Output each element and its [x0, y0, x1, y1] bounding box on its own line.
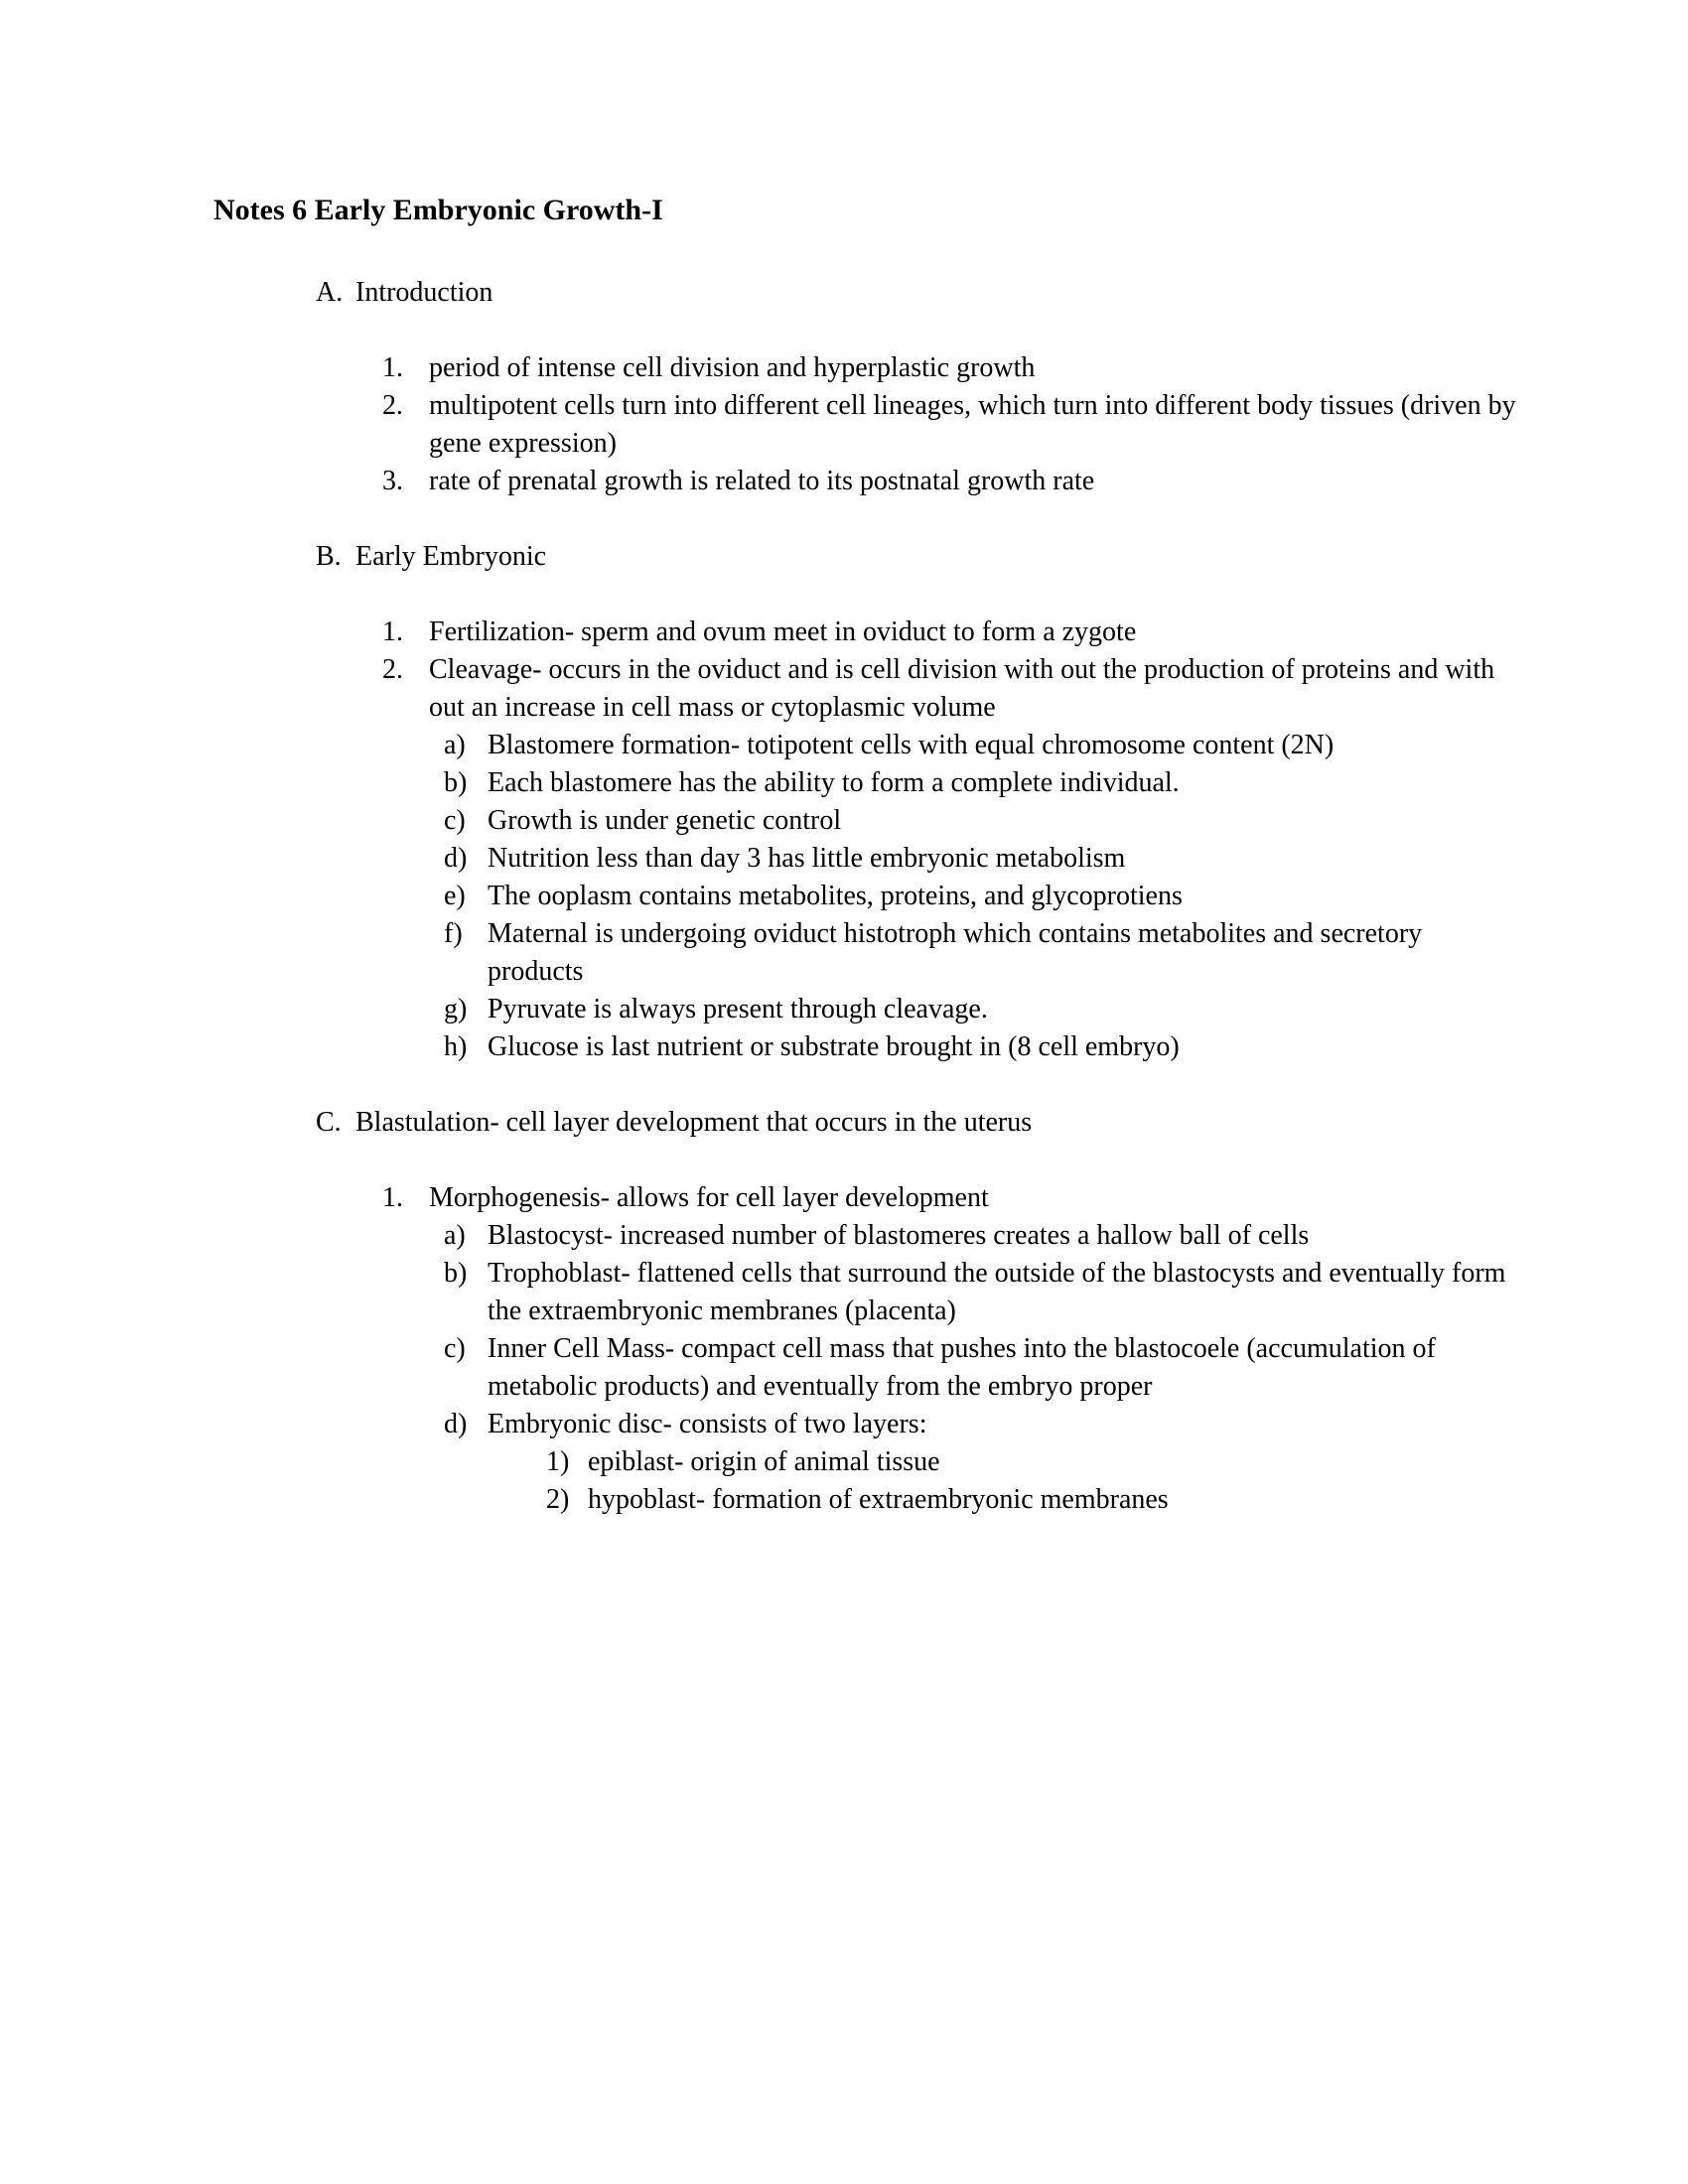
item-marker: e) [444, 881, 466, 911]
list-item [444, 878, 1519, 915]
section-heading-b [316, 538, 1519, 576]
item-marker: b) [444, 767, 468, 798]
section-heading-c [316, 1104, 1519, 1142]
item-marker: f) [444, 918, 463, 949]
item-text: Growth is under genetic control [488, 805, 842, 836]
item-text: Glucose is last nutrient or substrate brought in (8 cell embryo) [488, 1031, 1180, 1062]
item-text: Blastomere formation- totipotent cells with equal chromosome content (2N) [488, 730, 1335, 760]
item-text: Inner Cell Mass- compact cell mass that pushes into the blastocoele (accumulation of metabolic products) and eventually from the embryo proper [488, 1333, 1436, 1402]
item-text: epiblast- origin of animal tissue [588, 1446, 940, 1477]
list-item [444, 1255, 1519, 1330]
item-text: period of intense cell division and hyperplastic growth [429, 352, 1036, 383]
list-item [382, 651, 1519, 727]
section-marker: C. [316, 1107, 342, 1138]
item-text: Maternal is undergoing oviduct histotroph which contains metabolites and secretory products [488, 918, 1423, 987]
item-marker: 1) [546, 1446, 570, 1477]
list-item [382, 1179, 1519, 1217]
section-text: Blastulation- cell layer development that occurs in the uterus [355, 1107, 1033, 1138]
list-item [444, 1028, 1519, 1066]
item-marker: c) [444, 805, 466, 836]
item-text: Embryonic disc- consists of two layers: [488, 1409, 927, 1439]
item-marker: b) [444, 1258, 468, 1289]
list-item [444, 727, 1519, 764]
list-item [444, 915, 1519, 991]
item-marker: 1. [382, 616, 403, 647]
item-text: Blastocyst- increased number of blastomeres creates a hallow ball of cells [488, 1220, 1310, 1251]
item-marker: 2. [382, 654, 403, 685]
list-item [382, 463, 1519, 500]
list-item [546, 1443, 1519, 1481]
item-marker: 2) [546, 1484, 570, 1515]
item-text: rate of prenatal growth is related to its postnatal growth rate [429, 466, 1095, 496]
item-marker: d) [444, 843, 468, 874]
item-text: Morphogenesis- allows for cell layer development [429, 1182, 989, 1213]
item-text: Each blastomere has the ability to form a complete individual. [488, 767, 1180, 798]
item-text: The ooplasm contains metabolites, proteins, and glycoprotiens [488, 881, 1183, 911]
list-item [444, 991, 1519, 1028]
section-heading-a [316, 274, 1519, 312]
list-item [444, 840, 1519, 878]
list-item [382, 614, 1519, 651]
item-marker: 2. [382, 390, 403, 421]
list-item [444, 764, 1519, 802]
item-text: Cleavage- occurs in the oviduct and is cell division with out the production of proteins and with out an increase in cell mass or cytoplasmic volume [429, 654, 1495, 723]
list-item [444, 802, 1519, 840]
list-item [382, 349, 1519, 387]
list-item [546, 1481, 1519, 1519]
item-text: Nutrition less than day 3 has little embryonic metabolism [488, 843, 1126, 874]
item-marker: a) [444, 1220, 466, 1251]
section-marker: A. [316, 277, 344, 308]
list-item [382, 387, 1519, 463]
item-marker: g) [444, 994, 468, 1024]
item-marker: c) [444, 1333, 466, 1364]
item-text: multipotent cells turn into different cell lineages, which turn into different body tissues (driven by gene expression) [429, 390, 1516, 459]
item-text: Fertilization- sperm and ovum meet in oviduct to form a zygote [429, 616, 1137, 647]
item-marker: h) [444, 1031, 468, 1062]
section-text: Introduction [355, 277, 493, 308]
section-marker: B. [316, 541, 342, 572]
document-title: Notes 6 Early Embryonic Growth-I [213, 194, 663, 226]
item-marker: a) [444, 730, 466, 760]
list-item [444, 1330, 1519, 1406]
list-item [444, 1406, 1519, 1443]
item-text: Trophoblast- flattened cells that surround the outside of the blastocysts and eventually form the extraembryonic membranes (placenta) [488, 1258, 1506, 1326]
item-marker: d) [444, 1409, 468, 1439]
item-marker: 1. [382, 1182, 403, 1213]
section-text: Early Embryonic [355, 541, 547, 572]
item-marker: 1. [382, 352, 403, 383]
item-text: hypoblast- formation of extraembryonic membranes [588, 1484, 1169, 1515]
item-text: Pyruvate is always present through cleavage. [488, 994, 988, 1024]
list-item [444, 1217, 1519, 1255]
item-marker: 3. [382, 466, 403, 496]
